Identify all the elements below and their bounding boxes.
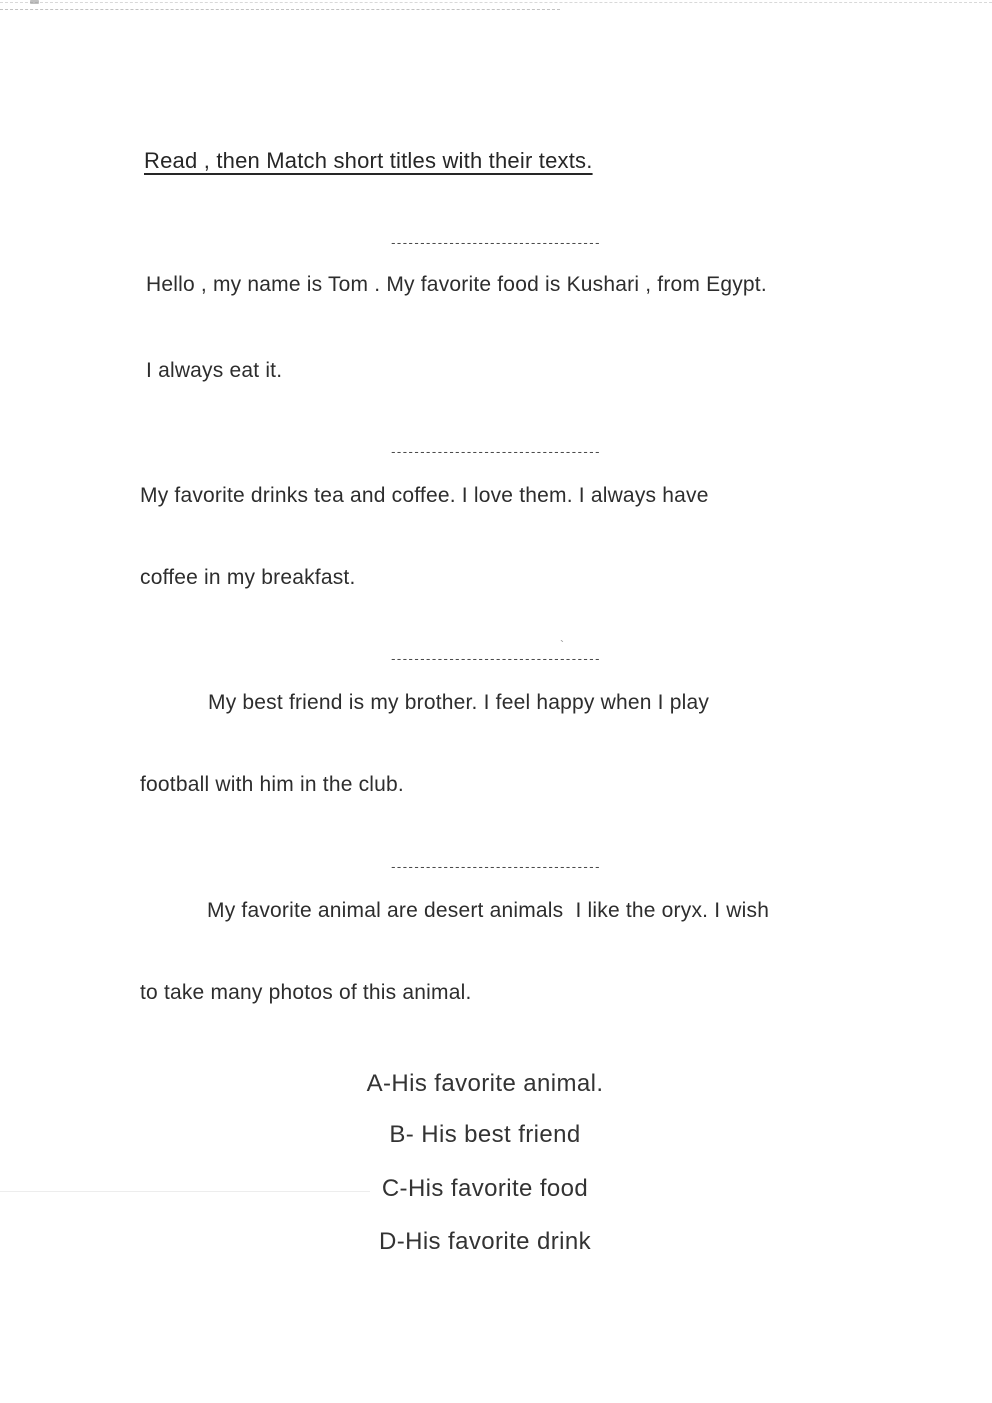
scan-stray-mark: `	[560, 638, 564, 652]
option-c: C-His favorite food	[381, 1175, 589, 1202]
option-b: B- His best friend	[389, 1121, 581, 1148]
paragraph-1-line-2: I always eat it.	[146, 359, 283, 382]
option-a: A-His favorite animal.	[366, 1070, 604, 1097]
paragraph-1-line-1: Hello , my name is Tom . My favorite food is Kushari , from Egypt.	[146, 273, 767, 296]
paragraph-2-line-2: coffee in my breakfast.	[140, 566, 356, 589]
scan-artifact-line	[0, 2, 992, 3]
dashed-separator: ------------------------------------	[391, 859, 601, 874]
option-d: D-His favorite drink	[378, 1228, 592, 1255]
paragraph-3-line-1: My best friend is my brother. I feel happy when I play	[208, 691, 710, 714]
dashed-separator: ------------------------------------	[391, 651, 601, 666]
paragraph-4-line-2: to take many photos of this animal.	[140, 981, 472, 1004]
dashed-separator: ------------------------------------	[391, 235, 601, 250]
scan-artifact-mark	[30, 0, 39, 4]
paragraph-4-line-1: My favorite animal are desert animals I like the oryx. I wish	[207, 899, 770, 922]
paragraph-2-line-1: My favorite drinks tea and coffee. I love them. I always have	[140, 484, 709, 507]
scan-artifact-line	[0, 9, 560, 10]
paragraph-3-line-2: football with him in the club.	[140, 773, 404, 796]
exercise-title: Read , then Match short titles with their texts.	[144, 148, 593, 173]
dashed-separator: ------------------------------------	[391, 444, 601, 459]
